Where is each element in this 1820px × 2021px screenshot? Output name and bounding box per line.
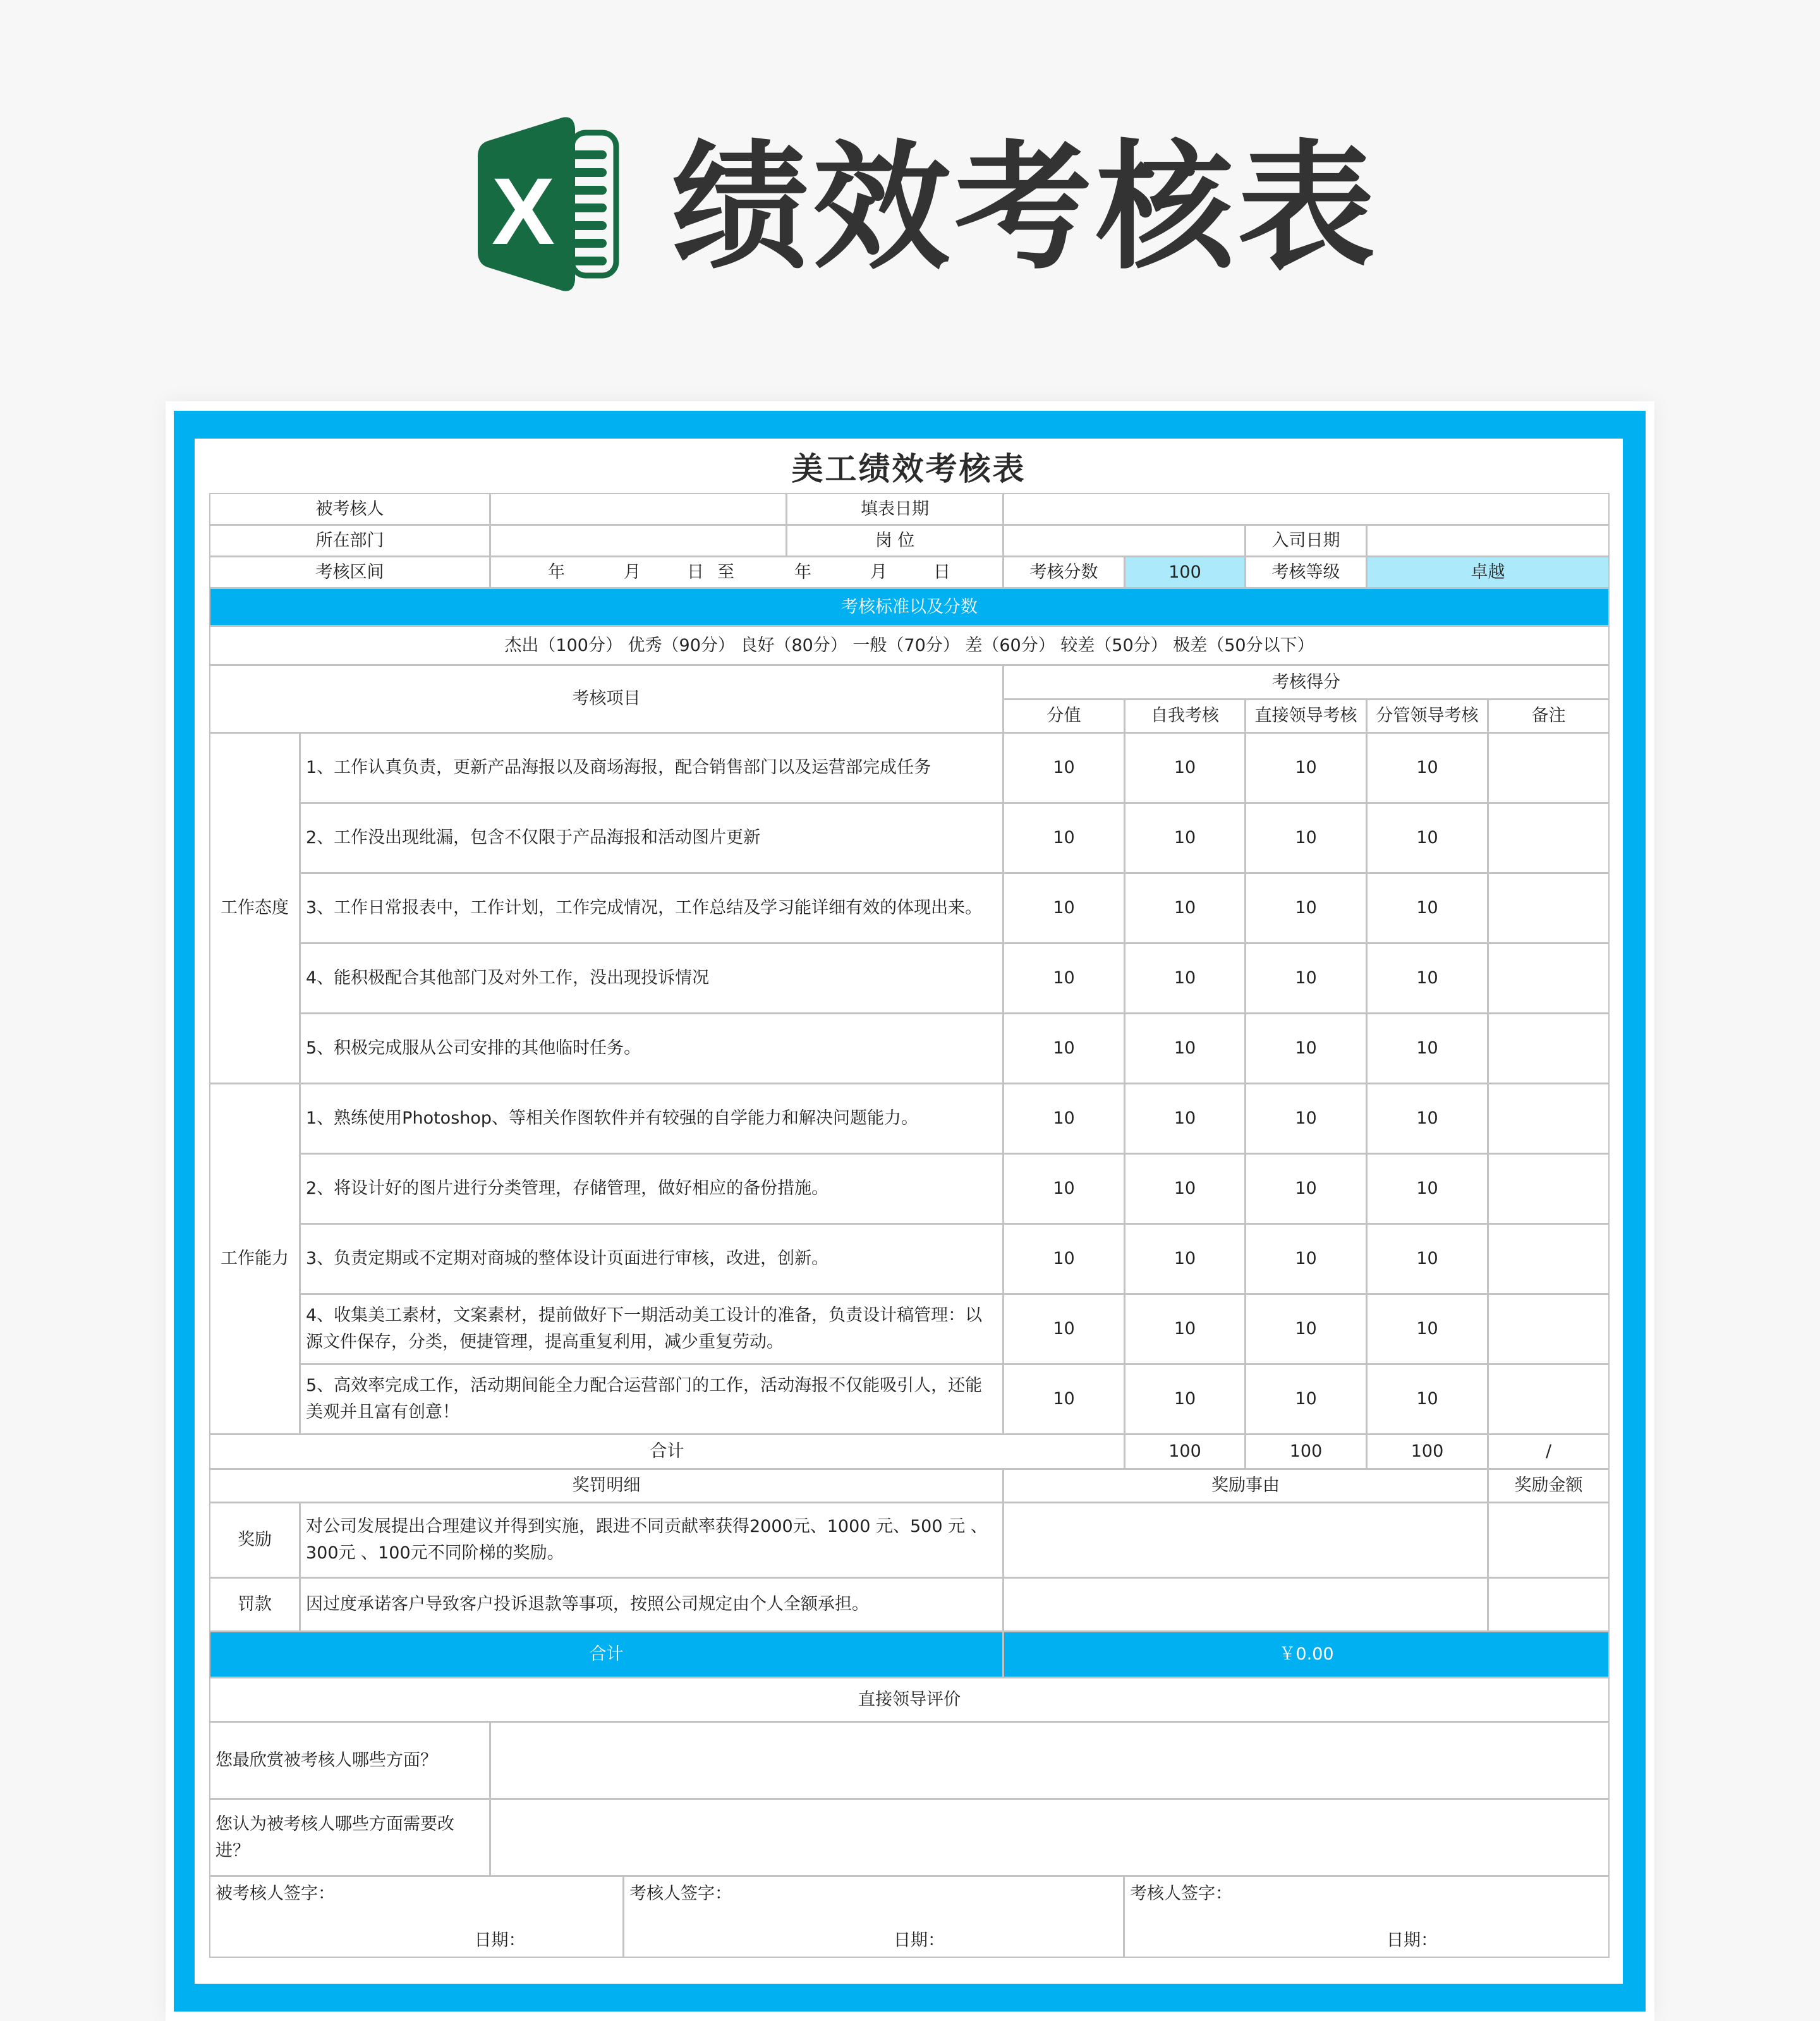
item-value: 10 [1003, 803, 1125, 873]
note-column-header: 备注 [1488, 699, 1610, 733]
evaluation-question-1: 您最欣赏被考核人哪些方面？ [209, 1721, 490, 1799]
signature-date-label: 日期： [894, 1931, 945, 1950]
item-self-score[interactable]: 10 [1124, 1294, 1246, 1364]
item-direct-score[interactable]: 10 [1245, 1364, 1367, 1435]
item-supervisor-score[interactable]: 10 [1366, 1294, 1488, 1364]
item-self-score[interactable]: 10 [1124, 873, 1246, 944]
evaluation-answer-2[interactable] [490, 1799, 1610, 1876]
item-direct-score[interactable]: 10 [1245, 803, 1367, 873]
item-direct-score[interactable]: 10 [1245, 943, 1367, 1014]
reward-amount-header: 奖励金额 [1488, 1469, 1610, 1503]
sheet-title: 美工绩效考核表 [791, 451, 1026, 487]
grade-label: 考核等级 [1245, 556, 1367, 588]
item-direct-score[interactable]: 10 [1245, 873, 1367, 944]
item-self-score[interactable]: 10 [1124, 1153, 1246, 1224]
period-part: 日 [933, 562, 950, 582]
period-part: 年 [548, 562, 565, 582]
signature-label: 被考核人签字： [215, 1884, 335, 1903]
evaluation-question-2: 您认为被考核人哪些方面需要改进？ [209, 1799, 490, 1876]
item-direct-score[interactable]: 10 [1245, 1083, 1367, 1154]
item-note[interactable] [1488, 943, 1610, 1014]
signature-cell[interactable] [209, 1876, 624, 1958]
item-description: 1、熟练使用Photoshop、等相关作图软件并有较强的自学能力和解决问题能力。 [300, 1083, 1004, 1154]
item-column-header: 考核项目 [209, 665, 1004, 733]
fill-date-label: 填表日期 [786, 493, 1004, 525]
reviewee-label: 被考核人 [209, 493, 490, 525]
signature-date-label: 日期： [474, 1931, 526, 1950]
item-note[interactable] [1488, 1013, 1610, 1084]
penalty-type-label: 罚款 [209, 1577, 300, 1632]
category-label: 工作能力 [209, 1083, 300, 1435]
period-part: 月 [624, 562, 641, 582]
item-self-score[interactable]: 10 [1124, 1364, 1246, 1435]
item-description: 4、能积极配合其他部门及对外工作，没出现投诉情况 [300, 943, 1004, 1014]
total-note: / [1488, 1434, 1610, 1469]
signature-cell[interactable] [623, 1876, 1124, 1958]
evaluation-answer-1[interactable] [490, 1721, 1610, 1799]
direct-column-header: 直接领导考核 [1245, 699, 1367, 733]
item-self-score[interactable]: 10 [1124, 1083, 1246, 1154]
reward-amount-input[interactable] [1488, 1577, 1610, 1632]
item-supervisor-score[interactable]: 10 [1366, 943, 1488, 1014]
item-self-score[interactable]: 10 [1124, 803, 1246, 873]
period-part: 日 [687, 562, 704, 582]
score-group-header: 考核得分 [1003, 665, 1610, 700]
item-description: 3、工作日常报表中，工作计划，工作完成情况，工作总结及学习能详细有效的体现出来。 [300, 873, 1004, 944]
item-note[interactable] [1488, 873, 1610, 944]
rewards-header: 奖罚明细 [209, 1469, 1004, 1503]
item-self-score[interactable]: 10 [1124, 1013, 1246, 1084]
item-self-score[interactable]: 10 [1124, 1223, 1246, 1294]
period-part: 年 [794, 562, 811, 582]
item-note[interactable] [1488, 803, 1610, 873]
penalty-description: 因过度承诺客户导致客户投诉退款等事项，按照公司规定由个人全额承担。 [300, 1577, 1004, 1632]
item-value: 10 [1003, 1223, 1125, 1294]
total-self: 100 [1124, 1434, 1246, 1469]
reward-description: 对公司发展提出合理建议并得到实施，跟进不同贡献率获得2000元、1000 元、500 元 、300元 、100元不同阶梯的奖励。 [300, 1502, 1004, 1578]
reward-type-label: 奖励 [209, 1502, 300, 1578]
item-note[interactable] [1488, 1083, 1610, 1154]
item-note[interactable] [1488, 1223, 1610, 1294]
total-supervisor: 100 [1366, 1434, 1488, 1469]
item-description: 5、积极完成服从公司安排的其他临时任务。 [300, 1013, 1004, 1084]
item-value: 10 [1003, 1153, 1125, 1224]
reward-reason-input[interactable] [1003, 1502, 1488, 1578]
item-supervisor-score[interactable]: 10 [1366, 1223, 1488, 1294]
supervisor-column-header: 分管领导考核 [1366, 699, 1488, 733]
score-label: 考核分数 [1003, 556, 1125, 588]
signature-cell[interactable] [1124, 1876, 1610, 1958]
item-direct-score[interactable]: 10 [1245, 1153, 1367, 1224]
fill-date-input[interactable] [1003, 493, 1610, 525]
item-note[interactable] [1488, 1153, 1610, 1224]
department-label: 所在部门 [209, 525, 490, 557]
score-value: 100 [1124, 556, 1246, 588]
spreadsheet [195, 439, 1623, 1984]
item-description: 2、将设计好的图片进行分类管理，存储管理，做好相应的备份措施。 [300, 1153, 1004, 1224]
reward-reason-header: 奖励事由 [1003, 1469, 1488, 1503]
hire-date-label: 入司日期 [1245, 525, 1367, 557]
standards-header: 考核标准以及分数 [209, 588, 1610, 626]
item-self-score[interactable]: 10 [1124, 732, 1246, 803]
item-direct-score[interactable]: 10 [1245, 1013, 1367, 1084]
item-supervisor-score[interactable]: 10 [1366, 1153, 1488, 1224]
signature-date-label: 日期： [1386, 1931, 1438, 1950]
item-direct-score[interactable]: 10 [1245, 732, 1367, 803]
reward-amount-input[interactable] [1488, 1502, 1610, 1578]
item-direct-score[interactable]: 10 [1245, 1223, 1367, 1294]
evaluation-header: 直接领导评价 [209, 1677, 1610, 1722]
item-supervisor-score[interactable]: 10 [1366, 803, 1488, 873]
item-value: 10 [1003, 732, 1125, 803]
signature-label: 考核人签字： [1130, 1884, 1232, 1903]
item-value: 10 [1003, 1364, 1125, 1435]
item-supervisor-score[interactable]: 10 [1366, 1013, 1488, 1084]
svg-text:X: X [491, 158, 555, 264]
rewards-total-value: ￥0.00 [1003, 1631, 1610, 1678]
value-column-header: 分值 [1003, 699, 1125, 733]
period-part: 月 [870, 562, 887, 582]
item-value: 10 [1003, 873, 1125, 944]
standards-text: 杰出（100分） 优秀（90分） 良好（80分） 一般（70分） 差（60分） 较差（50分） 极差（50分以下） [209, 626, 1610, 665]
position-input[interactable] [1003, 525, 1246, 557]
period-label: 考核区间 [209, 556, 490, 588]
item-description: 3、负责定期或不定期对商城的整体设计页面进行审核，改进，创新。 [300, 1223, 1004, 1294]
total-label: 合计 [209, 1434, 1125, 1469]
item-description: 1、工作认真负责，更新产品海报以及商场海报，配合销售部门以及运营部完成任务 [300, 732, 1004, 803]
item-supervisor-score[interactable]: 10 [1366, 873, 1488, 944]
reward-reason-input[interactable] [1003, 1577, 1488, 1632]
period-input[interactable] [490, 556, 1004, 588]
item-value: 10 [1003, 1013, 1125, 1084]
grade-value: 卓越 [1366, 556, 1610, 588]
item-note[interactable] [1488, 1364, 1610, 1435]
department-input[interactable] [490, 525, 787, 557]
item-supervisor-score[interactable]: 10 [1366, 732, 1488, 803]
hero-banner [0, 0, 1820, 354]
hire-date-input[interactable] [1366, 525, 1610, 557]
hero-title: 绩效考核表 [671, 128, 1379, 288]
period-part: 至 [717, 562, 734, 582]
item-supervisor-score[interactable]: 10 [1366, 1364, 1488, 1435]
item-supervisor-score[interactable]: 10 [1366, 1083, 1488, 1154]
reviewee-input[interactable] [490, 493, 787, 525]
item-note[interactable] [1488, 732, 1610, 803]
item-direct-score[interactable]: 10 [1245, 1294, 1367, 1364]
rewards-total-label: 合计 [209, 1631, 1004, 1678]
self-column-header: 自我考核 [1124, 699, 1246, 733]
excel-icon [474, 112, 619, 296]
item-description: 4、收集美工素材，文案素材，提前做好下一期活动美工设计的准备，负责设计稿管理：以源文件保存，分类，便捷管理，提高重复利用，减少重复劳动。 [300, 1294, 1004, 1364]
item-note[interactable] [1488, 1294, 1610, 1364]
item-description: 5、高效率完成工作，活动期间能全力配合运营部门的工作，活动海报不仅能吸引人，还能美观并且富有创意！ [300, 1364, 1004, 1435]
item-self-score[interactable]: 10 [1124, 943, 1246, 1014]
item-description: 2、工作没出现纰漏，包含不仅限于产品海报和活动图片更新 [300, 803, 1004, 873]
total-direct: 100 [1245, 1434, 1367, 1469]
item-value: 10 [1003, 1294, 1125, 1364]
item-value: 10 [1003, 943, 1125, 1014]
position-label: 岗 位 [786, 525, 1004, 557]
signature-label: 考核人签字： [629, 1884, 732, 1903]
item-value: 10 [1003, 1083, 1125, 1154]
category-label: 工作态度 [209, 732, 300, 1084]
